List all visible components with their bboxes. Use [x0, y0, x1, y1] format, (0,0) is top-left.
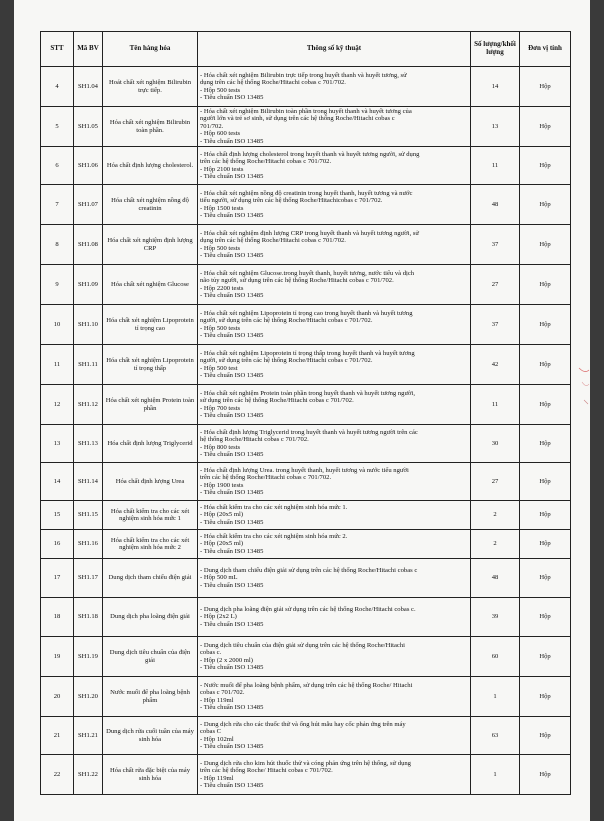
- cell-stt: 21: [41, 717, 74, 755]
- spec-line: - Hộp 600 tests: [200, 130, 241, 138]
- cell-ten-hang-hoa: Hóa chất rửa đặc biệt của máy sinh hóa: [103, 755, 198, 795]
- cell-stt: 13: [41, 425, 74, 463]
- spec-line: - Hộp 500 tests: [200, 324, 241, 332]
- spec-line: - Nước muối để pha loãng bệnh phẩm, sử dụng trên các hệ thống Roche/ Hitachi: [200, 681, 413, 689]
- cell-stt: 16: [41, 530, 74, 559]
- cell-thong-so: [198, 501, 471, 530]
- cell-stt: 5: [41, 107, 74, 147]
- spec-line: hệ thống Roche/Hitachi cobas c 701/702.: [200, 436, 309, 444]
- cell-ten-hang-hoa: Hóa chất xét nghiệm Lipoprotein tỉ trọng thấp: [103, 345, 198, 385]
- spec-line: trên các hệ thống Roche/Hitachi cobas c 701/702.: [200, 158, 332, 166]
- cell-so-luong: 11: [471, 147, 520, 185]
- table-header-row: [41, 32, 571, 67]
- table-row: [41, 637, 571, 677]
- cell-ma-bv: SH1.22: [74, 755, 103, 795]
- spec-line: tiểu người, sử dụng trên các hệ thống Roche/Hitachicobas c 701/702.: [200, 197, 383, 205]
- cell-thong-so: [198, 147, 471, 185]
- spec-line: - Tiêu chuẩn ISO 13485: [200, 663, 264, 671]
- cell-ma-bv: SH1.17: [74, 559, 103, 598]
- cell-ma-bv: SH1.05: [74, 107, 103, 147]
- table-row: [41, 501, 571, 530]
- spec-line: - Hóa chất xét nghiệm Bilirubin toàn phần trong huyết thanh và huyết tương của: [200, 108, 412, 116]
- cell-ma-bv: SH1.13: [74, 425, 103, 463]
- spec-line: - Hộp 119ml: [200, 696, 234, 704]
- spec-line: - Dung dịch rửa cho các thuốc thử và ống hút mẫu hay cốc phản ứng trên máy: [200, 720, 406, 728]
- cell-ten-hang-hoa: Hóa chất xét nghiệm Bilirubin toàn phần.: [103, 107, 198, 147]
- cell-ma-bv: SH1.20: [74, 677, 103, 717]
- spec-line: cobas C: [200, 728, 222, 736]
- cell-stt: 10: [41, 305, 74, 345]
- cell-don-vi: Hộp: [520, 637, 571, 677]
- cell-thong-so: [198, 425, 471, 463]
- header-thong-so: Thông số kỹ thuật: [198, 32, 471, 67]
- cell-so-luong: 11: [471, 385, 520, 425]
- spec-line: - Hóa chất xét nghiệm Lipoprotein tỉ trọng cao trong huyết thanh và huyết tương: [200, 309, 413, 317]
- cell-thong-so: [198, 717, 471, 755]
- cell-thong-so: [198, 637, 471, 677]
- spec-line: - Hộp 800 tests: [200, 443, 241, 451]
- cell-ma-bv: SH1.06: [74, 147, 103, 185]
- cell-stt: 20: [41, 677, 74, 717]
- cell-so-luong: 63: [471, 717, 520, 755]
- cell-thong-so: [198, 385, 471, 425]
- spec-line: - Hóa chất kiểm tra cho các xét nghiệm sinh hóa mức 2.: [200, 532, 348, 540]
- cell-thong-so: [198, 755, 471, 795]
- cell-ma-bv: SH1.11: [74, 345, 103, 385]
- spec-line: - Hộp 700 tests: [200, 404, 241, 412]
- cell-ma-bv: SH1.18: [74, 598, 103, 637]
- spec-line: cobas c 701/702.: [200, 689, 245, 697]
- cell-stt: 18: [41, 598, 74, 637]
- spec-line: 701/702.: [200, 122, 224, 130]
- cell-ten-hang-hoa: Hóa chất xét nghiệm Lipoprotein tỉ trọng cao: [103, 305, 198, 345]
- spec-line: sử dụng trên các hệ thống Roche/Hitachi cobas c 701/702.: [200, 397, 354, 405]
- cell-stt: 6: [41, 147, 74, 185]
- cell-ma-bv: SH1.19: [74, 637, 103, 677]
- cell-thong-so: [198, 265, 471, 305]
- table-row: [41, 755, 571, 795]
- cell-so-luong: 30: [471, 425, 520, 463]
- spec-line: - Hóa chất xét nghiệm Lipoprotein tỉ trọng thấp trong huyết thanh và huyết tương: [200, 349, 415, 357]
- cell-don-vi: Hộp: [520, 530, 571, 559]
- spec-line: - Tiêu chuẩn ISO 13485: [200, 137, 264, 145]
- cell-so-luong: 1: [471, 755, 520, 795]
- cell-don-vi: Hộp: [520, 501, 571, 530]
- cell-so-luong: 60: [471, 637, 520, 677]
- spec-line: - Hộp 119ml: [200, 774, 234, 782]
- table-row: [41, 305, 571, 345]
- cell-ma-bv: SH1.08: [74, 225, 103, 265]
- cell-thong-so: [198, 345, 471, 385]
- cell-ma-bv: SH1.09: [74, 265, 103, 305]
- cell-don-vi: Hộp: [520, 107, 571, 147]
- spec-line: cobas c.: [200, 649, 222, 657]
- cell-ma-bv: SH1.16: [74, 530, 103, 559]
- spec-line: - Hóa chất xét nghiệm Bilirubin trực tiếp trong huyết thanh và huyết tương, sử: [200, 71, 407, 79]
- cell-don-vi: Hộp: [520, 559, 571, 598]
- cell-ma-bv: SH1.21: [74, 717, 103, 755]
- spec-line: não tủy người, sử dụng trên các hệ thống Roche/Hitachi cobas c 701/702.: [200, 277, 394, 285]
- cell-so-luong: 27: [471, 463, 520, 501]
- cell-don-vi: Hộp: [520, 265, 571, 305]
- cell-stt: 8: [41, 225, 74, 265]
- spec-line: - Dung dịch tham chiếu điện giải sử dụng trên các hệ thống Roche/Hitachi cobas c: [200, 566, 418, 574]
- spec-line: - Hóa chất xét nghiệm định lượng CRP trong huyết thanh và huyết tương người, sử: [200, 229, 420, 237]
- table-row: [41, 225, 571, 265]
- spec-line: - Hộp 1500 tests: [200, 204, 244, 212]
- spec-line: - Dung dịch rửa cho kim hút thuốc thử và cóng phản ứng trên hệ thống, sử dụng: [200, 759, 411, 767]
- cell-thong-so: [198, 305, 471, 345]
- spec-line: - Tiêu chuẩn ISO 13485: [200, 371, 264, 379]
- spec-line: - Hộp 2100 tests: [200, 165, 244, 173]
- table-row: [41, 425, 571, 463]
- spec-line: - Hộp 500 tests: [200, 244, 241, 252]
- spec-line: - Dung dịch tiêu chuẩn của điện giải sử dụng trên các hệ thống Roche/Hitachi: [200, 641, 405, 649]
- spec-line: - Tiêu chuẩn ISO 13485: [200, 620, 264, 628]
- table-row: [41, 147, 571, 185]
- cell-ma-bv: SH1.12: [74, 385, 103, 425]
- cell-so-luong: 48: [471, 559, 520, 598]
- spec-line: - Hóa chất định lượng cholesterol trong huyết thanh và huyết tương người, sử dụng: [200, 150, 420, 158]
- cell-ten-hang-hoa: Hóa chất xét nghiệm Glucose: [103, 265, 198, 305]
- table-row: [41, 385, 571, 425]
- spec-line: - Tiêu chuẩn ISO 13485: [200, 211, 264, 219]
- spec-line: dụng trên các hệ thống Roche/Hitachi cobas c 701/702.: [200, 237, 346, 245]
- spec-line: trên các hệ thống Roche/Hitachi cobas c 701/702.: [200, 474, 332, 482]
- spec-line: - Tiêu chuẩn ISO 13485: [200, 172, 264, 180]
- cell-stt: 14: [41, 463, 74, 501]
- cell-ma-bv: SH1.07: [74, 185, 103, 225]
- spec-line: - Hóa chất kiểm tra cho các xét nghiệm sinh hóa mức 1.: [200, 503, 348, 511]
- spec-line: - Tiêu chuẩn ISO 13485: [200, 547, 264, 555]
- table-row: [41, 677, 571, 717]
- cell-don-vi: Hộp: [520, 225, 571, 265]
- cell-thong-so: [198, 559, 471, 598]
- table-row: [41, 463, 571, 501]
- cell-ten-hang-hoa: Hóa chất kiểm tra cho các xét nghiệm sinh hóa mức 1: [103, 501, 198, 530]
- cell-stt: 11: [41, 345, 74, 385]
- cell-don-vi: Hộp: [520, 345, 571, 385]
- spec-line: trên các hệ thống Roche/ Hitachi cobas c 701/702.: [200, 767, 333, 775]
- spec-line: - Tiêu chuẩn ISO 13485: [200, 291, 264, 299]
- header-stt: STT: [41, 32, 74, 67]
- header-don-vi: Đơn vị tính: [520, 32, 571, 67]
- cell-ma-bv: SH1.10: [74, 305, 103, 345]
- table-row: [41, 598, 571, 637]
- spec-line: - Hóa chất xét nghiệm nồng độ creatinin trong huyết thanh, huyết tương và nước: [200, 189, 413, 197]
- cell-so-luong: 48: [471, 185, 520, 225]
- cell-ma-bv: SH1.04: [74, 67, 103, 107]
- cell-don-vi: Hộp: [520, 305, 571, 345]
- cell-so-luong: 1: [471, 677, 520, 717]
- cell-ten-hang-hoa: Hoát chất xét nghiệm Bilirubin trực tiếp.: [103, 67, 198, 107]
- cell-ten-hang-hoa: Hóa chất định lượng Urea: [103, 463, 198, 501]
- cell-stt: 4: [41, 67, 74, 107]
- spec-line: người, sử dụng trên các hệ thống Roche/Hitachi cobas c 701/702.: [200, 317, 373, 325]
- spec-line: - Hộp 102ml: [200, 735, 234, 743]
- spec-line: - Hộp (2 x 2000 ml): [200, 656, 253, 664]
- cell-ten-hang-hoa: Nước muối để pha loãng bệnh phẩm: [103, 677, 198, 717]
- cell-don-vi: Hộp: [520, 185, 571, 225]
- cell-ten-hang-hoa: Dung dịch tham chiếu điện giải: [103, 559, 198, 598]
- cell-don-vi: Hộp: [520, 425, 571, 463]
- cell-so-luong: 2: [471, 530, 520, 559]
- cell-thong-so: [198, 67, 471, 107]
- cell-don-vi: Hộp: [520, 755, 571, 795]
- cell-stt: 19: [41, 637, 74, 677]
- cell-ten-hang-hoa: Hóa chất định lượng cholesterol.: [103, 147, 198, 185]
- cell-ten-hang-hoa: Hóa chất định lượng Triglycerid: [103, 425, 198, 463]
- spec-line: người lớn và trẻ sơ sinh, sử dụng trên các hệ thống Roche/Hitachi cobas c: [200, 115, 395, 123]
- edge-stamp-marks: [576, 360, 590, 420]
- cell-don-vi: Hộp: [520, 677, 571, 717]
- table-row: [41, 530, 571, 559]
- header-so-luong: Số lượng/khối lượng: [471, 32, 520, 67]
- spec-line: - Hóa chất định lượng Triglycerid trong huyết thanh và huyết tương người trên các: [200, 428, 418, 436]
- cell-ten-hang-hoa: Hóa chất xét nghiệm Protein toàn phần: [103, 385, 198, 425]
- cell-so-luong: 14: [471, 67, 520, 107]
- cell-thong-so: [198, 107, 471, 147]
- spec-line: - Tiêu chuẩn ISO 13485: [200, 518, 264, 526]
- cell-thong-so: [198, 598, 471, 637]
- table-row: [41, 265, 571, 305]
- cell-ma-bv: SH1.14: [74, 463, 103, 501]
- cell-stt: 9: [41, 265, 74, 305]
- spec-line: - Hóa chất định lượng Urea. trong huyết thanh, huyết tương và nước tiểu người: [200, 466, 409, 474]
- spec-line: - Tiêu chuẩn ISO 13485: [200, 450, 264, 458]
- spec-line: - Hộp 500 mL: [200, 574, 238, 582]
- spec-line: - Tiêu chuẩn ISO 13485: [200, 331, 264, 339]
- spec-line: - Tiêu chuẩn ISO 13485: [200, 781, 264, 789]
- cell-so-luong: 37: [471, 305, 520, 345]
- spec-line: - Tiêu chuẩn ISO 13485: [200, 93, 264, 101]
- spec-line: - Tiêu chuẩn ISO 13485: [200, 703, 264, 711]
- cell-stt: 22: [41, 755, 74, 795]
- spec-line: - Hộp 500 tests: [200, 86, 241, 94]
- spec-line: - Hộp (2x2 L): [200, 613, 237, 621]
- cell-so-luong: 27: [471, 265, 520, 305]
- spec-line: - Tiêu chuẩn ISO 13485: [200, 581, 264, 589]
- cell-so-luong: 37: [471, 225, 520, 265]
- cell-stt: 12: [41, 385, 74, 425]
- spec-line: - Hộp 2200 tests: [200, 284, 244, 292]
- table-row: [41, 107, 571, 147]
- spec-line: dụng trên các hệ thống Roche/Hitachi cobas c 701/702.: [200, 79, 346, 87]
- cell-stt: 7: [41, 185, 74, 225]
- cell-ten-hang-hoa: Hóa chất xét nghiệm định lượng CRP: [103, 225, 198, 265]
- cell-don-vi: Hộp: [520, 717, 571, 755]
- header-ma-bv: Mã BV: [74, 32, 103, 67]
- cell-ten-hang-hoa: Dung dịch pha loãng điện giải: [103, 598, 198, 637]
- cell-thong-so: [198, 677, 471, 717]
- spec-line: - Tiêu chuẩn ISO 13485: [200, 411, 264, 419]
- cell-thong-so: [198, 185, 471, 225]
- table-row: [41, 559, 571, 598]
- goods-spec-table: [40, 31, 571, 795]
- spec-line: - Dung dịch pha loãng điện giải sử dụng trên các hệ thống Roche/Hitachi cobas c.: [200, 605, 416, 613]
- cell-don-vi: Hộp: [520, 147, 571, 185]
- cell-stt: 15: [41, 501, 74, 530]
- cell-don-vi: Hộp: [520, 67, 571, 107]
- table-row: [41, 345, 571, 385]
- cell-so-luong: 2: [471, 501, 520, 530]
- spec-line: - Hóa chất xét nghiệm Protein toàn phần trong huyết thanh và huyết tương người,: [200, 389, 416, 397]
- cell-don-vi: Hộp: [520, 598, 571, 637]
- cell-so-luong: 39: [471, 598, 520, 637]
- spec-line: - Tiêu chuẩn ISO 13485: [200, 251, 264, 259]
- cell-so-luong: 13: [471, 107, 520, 147]
- cell-ten-hang-hoa: Hóa chất kiểm tra cho các xét nghiệm sinh hóa mức 2: [103, 530, 198, 559]
- cell-ten-hang-hoa: Dung dịch tiêu chuẩn của điện giải: [103, 637, 198, 677]
- cell-don-vi: Hộp: [520, 463, 571, 501]
- cell-ma-bv: SH1.15: [74, 501, 103, 530]
- cell-thong-so: [198, 530, 471, 559]
- header-ten-hang-hoa: Tên hàng hóa: [103, 32, 198, 67]
- spec-line: người, sử dụng trên các hệ thống Roche/Hitachi cobas c 701/702.: [200, 357, 373, 365]
- cell-so-luong: 42: [471, 345, 520, 385]
- spec-line: - Hộp (20x5 ml): [200, 540, 244, 548]
- spec-line: - Tiêu chuẩn ISO 13485: [200, 488, 264, 496]
- table-row: [41, 717, 571, 755]
- spec-line: - Tiêu chuẩn ISO 13485: [200, 742, 264, 750]
- spec-line: - Hóa chất xét nghiệm Glucose.trong huyết thanh, huyết tương, nước tiểu và dịch: [200, 269, 415, 277]
- cell-ten-hang-hoa: Hóa chất xét nghiệm nồng độ creatinin: [103, 185, 198, 225]
- spec-line: - Hộp 1900 tests: [200, 481, 244, 489]
- cell-ten-hang-hoa: Dung dịch rửa cuối tuần của máy sinh hóa: [103, 717, 198, 755]
- spec-line: - Hộp 500 test: [200, 364, 238, 372]
- cell-stt: 17: [41, 559, 74, 598]
- table-row: [41, 67, 571, 107]
- table-row: [41, 185, 571, 225]
- cell-don-vi: Hộp: [520, 385, 571, 425]
- table-body: [41, 67, 571, 795]
- spec-line: - Hộp (20x5 ml): [200, 511, 244, 519]
- cell-thong-so: [198, 225, 471, 265]
- cell-thong-so: [198, 463, 471, 501]
